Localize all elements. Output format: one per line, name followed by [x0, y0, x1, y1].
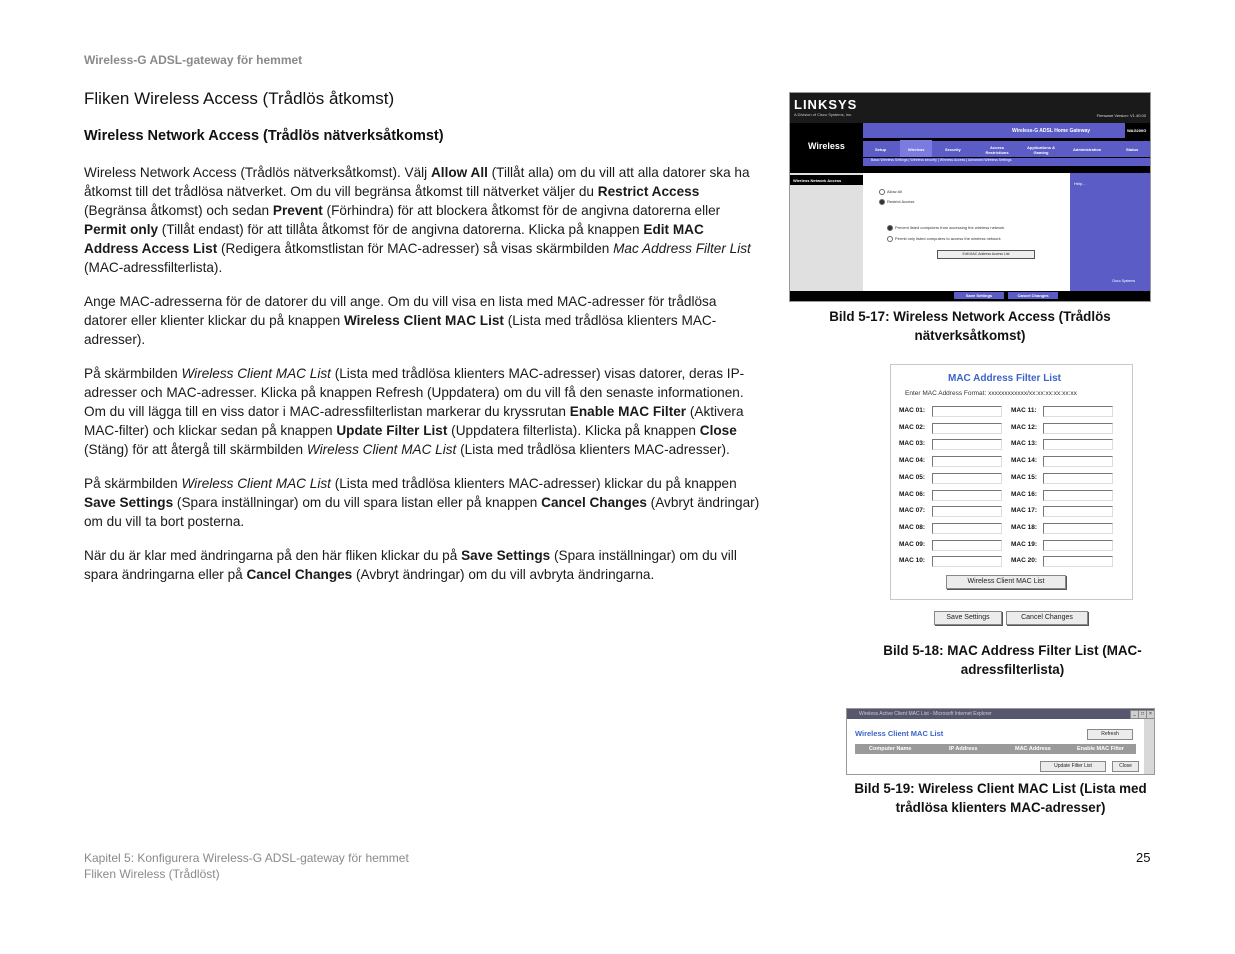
- paragraph: [84, 292, 760, 349]
- text-run: Wireless Client MAC List: [181, 476, 331, 491]
- help-link[interactable]: Help...: [1074, 181, 1086, 186]
- mac-label: MAC 07:: [899, 507, 926, 515]
- paragraph: [84, 163, 760, 277]
- text-run: (Avbryt ändringar) om du vill avbryta ändringarna.: [352, 567, 655, 582]
- text-run: (Lista med trådlösa klienters MAC-adresser) visas datorer, deras IP-adresser och MAC-adresser. Klicka på knappen Refresh (Uppdatera) om du vill få den senaste informationen. Om du vill lägga till en viss dator i MAC-adressfilterlistan markerar du kryssrutan: [84, 366, 745, 419]
- radio-permit-only[interactable]: [887, 236, 893, 242]
- mac-label: MAC 18:: [1011, 523, 1038, 531]
- mac-field[interactable]: [932, 473, 1002, 484]
- body-text: [84, 163, 760, 599]
- running-head: Wireless-G ADSL-gateway för hemmet: [84, 53, 303, 67]
- mac-label: MAC 11:: [1011, 407, 1037, 414]
- text-run: På skärmbilden: [84, 366, 182, 381]
- text-run: Ange MAC-adresserna för de datorer du vill ange. Om du vill visa en lista med MAC-adresser för trådlösa datorer eller klienter klickar du på knappen: [84, 294, 717, 328]
- tab-administration[interactable]: Administration: [1073, 147, 1102, 152]
- firmware-version: Firmware Version: V1.40.00: [1096, 113, 1146, 118]
- cancel-changes-button[interactable]: Cancel Changes: [1006, 611, 1088, 625]
- text-run: Update Filter List: [336, 423, 448, 438]
- mac-label: MAC 08:: [899, 523, 926, 531]
- text-run: Edit MAC Address Access List: [84, 222, 704, 256]
- text-run: Allow All: [430, 165, 488, 180]
- column-enable-mac-filter: Enable MAC Filter: [1077, 746, 1125, 752]
- edit-mac-list-button[interactable]: Edit MAC Address Access List: [937, 250, 1035, 259]
- paragraph: [84, 546, 760, 584]
- tab-security[interactable]: Security: [945, 147, 961, 152]
- mac-field[interactable]: [1043, 423, 1113, 434]
- mac-field[interactable]: [1043, 406, 1113, 417]
- mac-field[interactable]: [1043, 439, 1113, 450]
- text-run: Wireless Network Access (Trådlös nätverksåtkomst). Välj: [84, 165, 431, 180]
- text-run: Prevent: [272, 203, 323, 218]
- figure-mac-filter-list: [890, 364, 1133, 600]
- mac-format-hint: Enter MAC Address Format: xxxxxxxxxxxx/xx:xx:xx:xx:xx:xx: [905, 390, 1077, 397]
- sub-tabs-label: Basic Wireless Settings | Wireless security | Wireless Access | Advanced Wireless Settings: [871, 158, 1012, 162]
- text-run: Save Settings: [461, 548, 551, 563]
- text-run: Wireless Client MAC List: [343, 313, 504, 328]
- gateway-name: Wireless-G ADSL Home Gateway: [1012, 128, 1091, 134]
- mac-label: MAC 12:: [1011, 423, 1038, 431]
- mac-field[interactable]: [932, 490, 1002, 501]
- option-allow-all: Allow All: [887, 189, 902, 194]
- paragraph: [84, 364, 760, 459]
- text-run: Save Settings: [84, 495, 174, 510]
- footer-section: Fliken Wireless (Trådlöst): [84, 867, 220, 881]
- mac-field[interactable]: [932, 406, 1002, 417]
- model-name: WAG200G: [1127, 128, 1147, 133]
- subsection-title: Wireless Network Access (Trådlös nätverksåtkomst): [84, 128, 444, 144]
- mac-label: MAC 19:: [1011, 540, 1038, 548]
- mac-field[interactable]: [1043, 456, 1113, 467]
- mac-field[interactable]: [1043, 473, 1113, 484]
- figure-wireless-access-screenshot: [789, 92, 1151, 302]
- text-run: (Aktivera MAC-filter) och klickar sedan på knappen: [84, 404, 744, 438]
- text-run: Wireless Client MAC List: [306, 442, 457, 457]
- cisco-logo: Cisco Systems: [1112, 279, 1136, 283]
- mac-field[interactable]: [932, 523, 1002, 534]
- footer-chapter: Kapitel 5: Konfigurera Wireless-G ADSL-gateway för hemmet: [84, 851, 409, 865]
- radio-prevent[interactable]: [887, 225, 893, 231]
- mac-label: MAC 17:: [1011, 507, 1038, 515]
- mac-field[interactable]: [932, 556, 1002, 567]
- help-panel: [1070, 173, 1151, 291]
- radio-allow-all[interactable]: [879, 189, 885, 195]
- figure-caption-5-18: Bild 5-18: MAC Address Filter List (MAC-adressfilterlista): [883, 643, 1142, 677]
- text-run: Cancel Changes: [246, 567, 353, 582]
- text-run: (Avbryt ändringar) om du vill ta bort posterna.: [84, 495, 760, 529]
- text-run: (MAC-adressfilterlista).: [84, 260, 223, 275]
- mac-field[interactable]: [1043, 490, 1113, 501]
- text-run: Restrict Access: [597, 184, 700, 199]
- mac-field[interactable]: [932, 439, 1002, 450]
- side-panel: [790, 173, 863, 291]
- mac-field[interactable]: [1043, 540, 1113, 551]
- mac-label: MAC 02:: [899, 423, 926, 431]
- mac-field[interactable]: [1043, 506, 1113, 517]
- mac-field[interactable]: [1043, 523, 1113, 534]
- text-run: (Spara inställningar) om du vill spara listan eller på knappen: [173, 495, 542, 510]
- tab-applications-gaming[interactable]: Applications & Gaming: [1026, 145, 1055, 155]
- section-title: Fliken Wireless Access (Trådlös åtkomst): [84, 89, 395, 108]
- figure-wireless-client-mac-list: [846, 708, 1155, 775]
- scrollbar[interactable]: [1144, 719, 1154, 775]
- mac-label: MAC 01:: [899, 407, 926, 414]
- mac-label: MAC 15:: [1011, 473, 1038, 481]
- tab-setup[interactable]: Setup: [875, 147, 887, 152]
- text-run: Mac Address Filter List: [613, 241, 751, 256]
- mac-label: MAC 06:: [899, 490, 926, 498]
- mac-label: MAC 05:: [899, 473, 926, 481]
- linksys-logo: LINKSYS: [794, 97, 858, 112]
- text-run: (Redigera åtkomstlistan för MAC-adresser) så visas skärmbilden: [217, 241, 614, 256]
- mac-label: MAC 14:: [1011, 457, 1038, 465]
- option-permit-only: Permit only listed computers to access the wireless network: [895, 236, 1001, 241]
- column-computer-name: Computer Name: [869, 746, 912, 752]
- wireless-client-mac-list-button[interactable]: Wireless Client MAC List: [946, 575, 1066, 589]
- paragraph: [84, 474, 760, 531]
- text-run: Permit only: [84, 222, 159, 237]
- column-ip-address: IP Address: [949, 746, 978, 752]
- mac-field[interactable]: [932, 456, 1002, 467]
- text-run: (Begränsa åtkomst) och sedan: [84, 203, 273, 218]
- text-run: Close: [699, 423, 737, 438]
- text-run: (Tillåt endast) för att tillåta åtkomst för de angivna datorerna. Klicka på knappen: [158, 222, 644, 237]
- tab-access-restrictions[interactable]: Access Restrictions: [985, 145, 1009, 155]
- mac-label: MAC 10:: [899, 557, 926, 565]
- mac-field[interactable]: [932, 540, 1002, 551]
- mac-filter-title: MAC Address Filter List: [948, 373, 1061, 384]
- cancel-changes-button[interactable]: Cancel Changes: [1008, 292, 1058, 299]
- logo-subtitle: A Division of Cisco Systems, Inc.: [794, 112, 853, 117]
- mac-label: MAC 20:: [1011, 557, 1038, 565]
- save-settings-button[interactable]: Save Settings: [954, 292, 1004, 299]
- option-prevent: Prevent listed computers from accessing the wireless network: [895, 225, 1005, 230]
- mac-label: MAC 04:: [899, 457, 926, 465]
- page-number: 25: [1136, 850, 1151, 865]
- mac-field[interactable]: [932, 506, 1002, 517]
- client-list-heading: Wireless Client MAC List: [855, 729, 944, 738]
- minimize-icon[interactable]: _: [1130, 710, 1139, 719]
- mac-field[interactable]: [932, 423, 1002, 434]
- text-run: (Tillåt alla) om du vill att alla datorer ska ha åtkomst till det trådlösa nätverket. Om du vill begränsa åtkomst till nätverket väljer du: [84, 165, 750, 199]
- mac-field[interactable]: [1043, 556, 1113, 567]
- window-title: Wireless Active Client MAC List - Microsoft Internet Explorer: [859, 711, 992, 717]
- radio-restrict-access[interactable]: [879, 199, 885, 205]
- text-run: (Stäng) för att återgå till skärmbilden: [84, 442, 307, 457]
- mac-label: MAC 13:: [1011, 440, 1038, 448]
- tab-wireless[interactable]: Wireless: [908, 147, 925, 152]
- text-run: (Lista med trådlösa klienters MAC-adresser).: [84, 313, 717, 347]
- text-run: (Förhindra) för att blockera åtkomst för de angivna datorerna eller: [322, 203, 721, 218]
- text-run: Cancel Changes: [541, 495, 647, 510]
- text-run: (Uppdatera filterlista). Klicka på knappen: [447, 423, 700, 438]
- side-label: Wireless Network Access: [793, 178, 842, 183]
- section-name: Wireless: [808, 141, 845, 151]
- option-restrict-access: Restrict Access: [887, 199, 915, 204]
- close-icon[interactable]: ×: [1146, 710, 1155, 719]
- maximize-icon[interactable]: □: [1138, 710, 1147, 719]
- text-run: (Spara inställningar) om du vill spara ändringarna eller på: [84, 548, 737, 582]
- save-settings-button[interactable]: Save Settings: [934, 611, 1002, 625]
- update-filter-list-button[interactable]: Update Filter List: [1040, 761, 1106, 772]
- mac-label: MAC 03:: [899, 440, 926, 448]
- figure-caption-5-17: Bild 5-17: Wireless Network Access (Trådlös nätverksåtkomst): [829, 309, 1111, 343]
- close-button[interactable]: Close: [1112, 761, 1139, 772]
- refresh-button[interactable]: Refresh: [1087, 729, 1133, 740]
- text-run: När du är klar med ändringarna på den här fliken klickar du på: [84, 548, 462, 563]
- sub-tabs[interactable]: [863, 158, 1151, 166]
- text-run: (Lista med trådlösa klienters MAC-adresser).: [456, 442, 730, 457]
- column-mac-address: MAC Address: [1015, 746, 1051, 752]
- text-run: Enable MAC Filter: [569, 404, 687, 419]
- mac-label: MAC 16:: [1011, 490, 1038, 498]
- text-run: Wireless Client MAC List: [181, 366, 331, 381]
- footer: [84, 850, 409, 882]
- text-run: På skärmbilden: [84, 476, 182, 491]
- tab-status[interactable]: Status: [1126, 147, 1139, 152]
- figure-caption-5-19: Bild 5-19: Wireless Client MAC List (Lista med trådlösa klienters MAC-adresser): [854, 781, 1147, 815]
- mac-label: MAC 09:: [899, 540, 926, 548]
- text-run: (Lista med trådlösa klienters MAC-adresser) klickar du på knappen: [330, 476, 737, 491]
